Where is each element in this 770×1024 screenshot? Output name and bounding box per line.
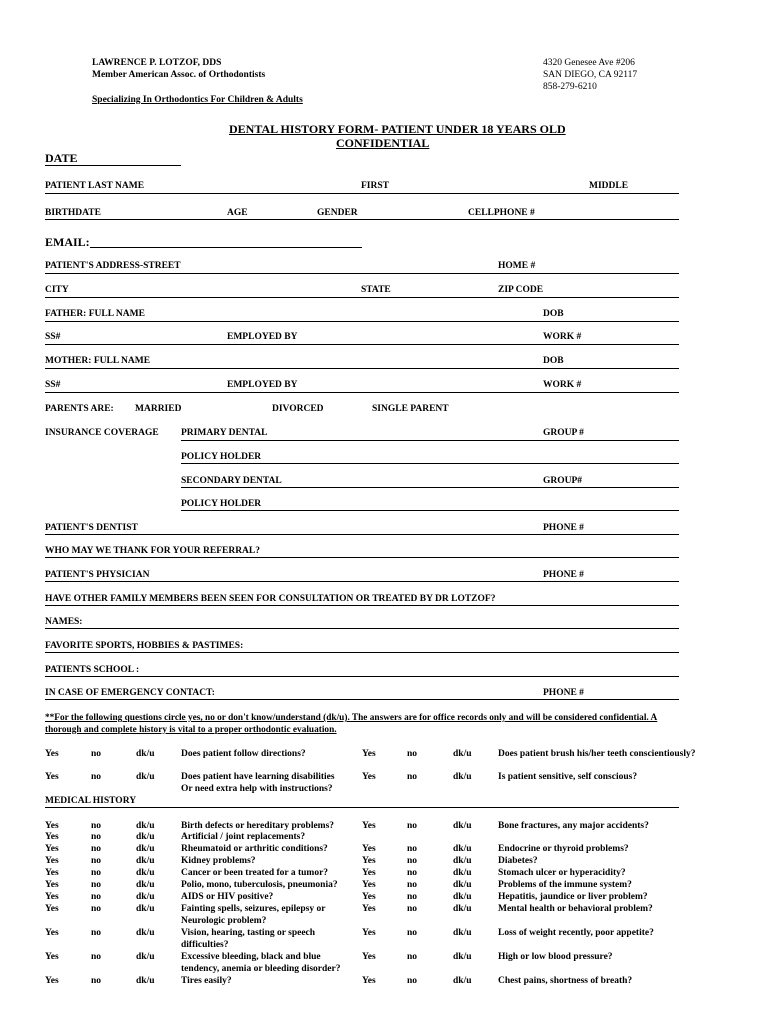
med-left-6-no-option[interactable]: no <box>91 892 102 902</box>
medical-question-right-8: High or low blood pressure? <box>498 952 613 962</box>
medical-history-heading: MEDICAL HISTORY <box>45 796 137 806</box>
med-right-6-yes-option[interactable]: Yes <box>362 904 376 914</box>
dentist-phone-label: PHONE # <box>543 523 584 533</box>
name-line[interactable] <box>45 193 679 194</box>
med-left-4-dk-option[interactable]: dk/u <box>136 868 155 878</box>
med-left-2-dk-option[interactable]: dk/u <box>136 844 155 854</box>
names-line[interactable] <box>45 628 679 629</box>
married-option[interactable]: MARRIED <box>135 404 182 414</box>
secondary-policy-line[interactable] <box>181 510 679 511</box>
med-left-3-no-option[interactable]: no <box>91 856 102 866</box>
practice-phone: 858-279-6210 <box>543 82 597 92</box>
med-left-3-dk-option[interactable]: dk/u <box>136 856 155 866</box>
med-right-3-dk-option[interactable]: dk/u <box>453 868 472 878</box>
father-dob-label: DOB <box>543 309 564 319</box>
med-right-5-dk-option[interactable]: dk/u <box>453 892 472 902</box>
med-right-5-yes-option[interactable]: Yes <box>362 892 376 902</box>
insurance-label: INSURANCE COVERAGE <box>45 428 159 438</box>
gender-label: GENDER <box>317 208 358 218</box>
dentist-label: PATIENT'S DENTIST <box>45 523 138 533</box>
question-brush-teeth: Does patient brush his/her teeth conscientiously? <box>498 749 696 759</box>
mother-ss-label: SS# <box>45 380 61 390</box>
medical-question-right-4: Problems of the immune system? <box>498 880 632 890</box>
med-left-11-no-option[interactable]: no <box>91 952 102 962</box>
father-ss-line[interactable] <box>45 344 679 345</box>
q-follow-directions-no-option[interactable]: no <box>91 749 102 759</box>
med-right-8-yes-option[interactable]: Yes <box>362 952 376 962</box>
last-name-label: PATIENT LAST NAME <box>45 181 145 191</box>
med-left-4-yes-option[interactable]: Yes <box>45 868 59 878</box>
question-learning-disabilities: Does patient have learning disabilities <box>181 772 335 782</box>
med-right-1-no-option[interactable]: no <box>407 844 418 854</box>
emergency-line[interactable] <box>45 699 679 700</box>
question-sensitive: Is patient sensitive, self conscious? <box>498 772 638 782</box>
q-sensitive-dk-option[interactable]: dk/u <box>453 772 472 782</box>
father-label: FATHER: FULL NAME <box>45 309 145 319</box>
primary-dental-line[interactable] <box>181 440 679 441</box>
primary-group-label: GROUP # <box>543 428 584 438</box>
med-left-0-yes-option[interactable]: Yes <box>45 821 59 831</box>
medical-question-left-5: Polio, mono, tuberculosis, pneumonia? <box>181 880 338 890</box>
medical-question-right-5: Hepatitis, jaundice or liver problem? <box>498 892 648 902</box>
med-left-3-yes-option[interactable]: Yes <box>45 856 59 866</box>
med-right-6-no-option[interactable]: no <box>407 904 418 914</box>
address-line[interactable] <box>45 273 679 274</box>
mother-ss-line[interactable] <box>45 392 679 393</box>
medical-question-left-2: Rheumatoid or arthritic conditions? <box>181 844 328 854</box>
med-right-4-no-option[interactable]: no <box>407 880 418 890</box>
med-left-5-dk-option[interactable]: dk/u <box>136 880 155 890</box>
med-right-2-yes-option[interactable]: Yes <box>362 856 376 866</box>
q-brush-teeth-no-option[interactable]: no <box>407 749 418 759</box>
question-follow-directions: Does patient follow directions? <box>181 749 306 759</box>
med-right-7-dk-option[interactable]: dk/u <box>453 928 472 938</box>
family-members-line[interactable] <box>45 605 679 606</box>
med-right-9-yes-option[interactable]: Yes <box>362 976 376 986</box>
practice-name: LAWRENCE P. LOTZOF, DDS <box>92 58 222 68</box>
med-right-6-dk-option[interactable]: dk/u <box>453 904 472 914</box>
med-left-1-yes-option[interactable]: Yes <box>45 832 59 842</box>
med-left-5-no-option[interactable]: no <box>91 880 102 890</box>
med-right-0-dk-option[interactable]: dk/u <box>453 821 472 831</box>
q-learning-no-option[interactable]: no <box>91 772 102 782</box>
medical-question-left-10: difficulties? <box>181 940 229 950</box>
cellphone-label: CELLPHONE # <box>468 208 535 218</box>
med-right-9-dk-option[interactable]: dk/u <box>453 976 472 986</box>
birthdate-line[interactable] <box>45 219 679 220</box>
med-right-9-no-option[interactable]: no <box>407 976 418 986</box>
q-follow-directions-dk-option[interactable]: dk/u <box>136 749 155 759</box>
physician-label: PATIENT'S PHYSICIAN <box>45 570 150 580</box>
med-left-7-no-option[interactable]: no <box>91 904 102 914</box>
med-left-2-yes-option[interactable]: Yes <box>45 844 59 854</box>
date-label: DATE <box>45 151 78 165</box>
med-left-7-yes-option[interactable]: Yes <box>45 904 59 914</box>
primary-policy-holder-label: POLICY HOLDER <box>181 452 262 462</box>
med-right-3-yes-option[interactable]: Yes <box>362 868 376 878</box>
mother-employer-label: EMPLOYED BY <box>227 380 298 390</box>
medical-question-left-4: Cancer or been treated for a tumor? <box>181 868 329 878</box>
parents-are-label: PARENTS ARE: <box>45 404 114 414</box>
middle-name-label: MIDDLE <box>589 181 629 191</box>
med-right-8-dk-option[interactable]: dk/u <box>453 952 472 962</box>
med-left-7-dk-option[interactable]: dk/u <box>136 904 155 914</box>
med-right-4-dk-option[interactable]: dk/u <box>453 880 472 890</box>
medical-question-left-1: Artificial / joint replacements? <box>181 832 306 842</box>
med-right-3-no-option[interactable]: no <box>407 868 418 878</box>
medical-question-left-9: Vision, hearing, tasting or speech <box>181 928 316 938</box>
family-members-label: HAVE OTHER FAMILY MEMBERS BEEN SEEN FOR CONSULTATION OR TREATED BY DR LOTZOF? <box>45 594 496 604</box>
father-employer-label: EMPLOYED BY <box>227 332 298 342</box>
med-left-9-dk-option[interactable]: dk/u <box>136 928 155 938</box>
med-right-1-yes-option[interactable]: Yes <box>362 844 376 854</box>
school-label: PATIENTS SCHOOL : <box>45 665 140 675</box>
med-left-6-yes-option[interactable]: Yes <box>45 892 59 902</box>
medical-question-right-1: Endocrine or thyroid problems? <box>498 844 629 854</box>
form-title: DENTAL HISTORY FORM- PATIENT UNDER 18 YEARS OLD <box>229 122 566 136</box>
med-right-4-yes-option[interactable]: Yes <box>362 880 376 890</box>
medical-question-right-6: Mental health or behavioral problem? <box>498 904 653 914</box>
medical-question-left-11: Excessive bleeding, black and blue <box>181 952 321 962</box>
practice-address-line1: 4320 Genesee Ave #206 <box>543 58 635 68</box>
medical-question-left-7: Fainting spells, seizures, epilepsy or <box>181 904 326 914</box>
med-right-7-yes-option[interactable]: Yes <box>362 928 376 938</box>
secondary-policy-holder-label: POLICY HOLDER <box>181 499 262 509</box>
med-left-0-no-option[interactable]: no <box>91 821 102 831</box>
med-right-2-dk-option[interactable]: dk/u <box>453 856 472 866</box>
med-right-5-no-option[interactable]: no <box>407 892 418 902</box>
mother-label: MOTHER: FULL NAME <box>45 356 151 366</box>
mother-dob-label: DOB <box>543 356 564 366</box>
med-left-4-no-option[interactable]: no <box>91 868 102 878</box>
primary-policy-line[interactable] <box>181 463 679 464</box>
med-right-2-no-option[interactable]: no <box>407 856 418 866</box>
date-line[interactable] <box>45 165 181 166</box>
physician-phone-label: PHONE # <box>543 570 584 580</box>
primary-dental-label: PRIMARY DENTAL <box>181 428 268 438</box>
mother-line[interactable] <box>45 368 679 369</box>
med-right-8-no-option[interactable]: no <box>407 952 418 962</box>
secondary-dental-label: SECONDARY DENTAL <box>181 476 282 486</box>
mother-work-label: WORK # <box>543 380 582 390</box>
instructions-line1: **For the following questions circle yes, no or don't know/understand (dk/u). The answers are for office records only and will be considered confidential. A <box>45 713 658 723</box>
q-sensitive-no-option[interactable]: no <box>407 772 418 782</box>
practice-specialty: Specializing In Orthodontics For Children & Adults <box>92 95 303 105</box>
email-line[interactable] <box>90 247 362 248</box>
med-right-0-yes-option[interactable]: Yes <box>362 821 376 831</box>
medical-question-left-6: AIDS or HIV positive? <box>181 892 274 902</box>
medical-history-line <box>45 807 679 808</box>
q-sensitive-yes-option[interactable]: Yes <box>362 772 376 782</box>
med-left-11-dk-option[interactable]: dk/u <box>136 952 155 962</box>
referral-line[interactable] <box>45 557 679 558</box>
first-name-label: FIRST <box>361 181 389 191</box>
instructions-line2: thorough and complete history is vital to a proper orthodontic evaluation. <box>45 725 337 735</box>
sports-label: FAVORITE SPORTS, HOBBIES & PASTIMES: <box>45 641 244 651</box>
med-left-6-dk-option[interactable]: dk/u <box>136 892 155 902</box>
med-left-5-yes-option[interactable]: Yes <box>45 880 59 890</box>
age-label: AGE <box>227 208 248 218</box>
secondary-dental-line[interactable] <box>181 487 679 488</box>
emergency-phone-label: PHONE # <box>543 688 584 698</box>
medical-question-right-2: Diabetes? <box>498 856 538 866</box>
dentist-line[interactable] <box>45 534 679 535</box>
form-subtitle: CONFIDENTIAL <box>336 136 430 150</box>
single-parent-option[interactable]: SINGLE PARENT <box>372 404 449 414</box>
names-label: NAMES: <box>45 617 83 627</box>
email-label: EMAIL: <box>45 235 90 249</box>
zip-label: ZIP CODE <box>498 285 544 295</box>
secondary-group-label: GROUP# <box>543 476 583 486</box>
q-brush-teeth-yes-option[interactable]: Yes <box>362 749 376 759</box>
state-label: STATE <box>361 285 391 295</box>
med-left-13-dk-option[interactable]: dk/u <box>136 976 155 986</box>
emergency-label: IN CASE OF EMERGENCY CONTACT: <box>45 688 215 698</box>
med-right-7-no-option[interactable]: no <box>407 928 418 938</box>
city-line[interactable] <box>45 297 679 298</box>
med-left-11-yes-option[interactable]: Yes <box>45 952 59 962</box>
medical-question-left-12: tendency, anemia or bleeding disorder? <box>181 964 341 974</box>
referral-label: WHO MAY WE THANK FOR YOUR REFERRAL? <box>45 546 260 556</box>
medical-question-left-8: Neurologic problem? <box>181 916 267 926</box>
question-learning-disabilities-cont: Or need extra help with instructions? <box>181 784 333 794</box>
physician-line[interactable] <box>45 581 679 582</box>
med-left-0-dk-option[interactable]: dk/u <box>136 821 155 831</box>
q-follow-directions-yes-option[interactable]: Yes <box>45 749 59 759</box>
father-work-label: WORK # <box>543 332 582 342</box>
address-label: PATIENT'S ADDRESS-STREET <box>45 261 181 271</box>
father-ss-label: SS# <box>45 332 61 342</box>
practice-address-line2: SAN DIEGO, CA 92117 <box>543 70 638 80</box>
med-left-13-no-option[interactable]: no <box>91 976 102 986</box>
school-line[interactable] <box>45 676 679 677</box>
q-learning-yes-option[interactable]: Yes <box>45 772 59 782</box>
med-left-1-no-option[interactable]: no <box>91 832 102 842</box>
med-right-0-no-option[interactable]: no <box>407 821 418 831</box>
med-left-13-yes-option[interactable]: Yes <box>45 976 59 986</box>
med-left-9-yes-option[interactable]: Yes <box>45 928 59 938</box>
medical-question-right-3: Stomach ulcer or hyperacidity? <box>498 868 626 878</box>
med-right-1-dk-option[interactable]: dk/u <box>453 844 472 854</box>
medical-question-left-13: Tires easily? <box>181 976 232 986</box>
medical-question-right-0: Bone fractures, any major accidents? <box>498 821 649 831</box>
father-line[interactable] <box>45 321 679 322</box>
med-left-2-no-option[interactable]: no <box>91 844 102 854</box>
city-label: CITY <box>45 285 69 295</box>
medical-question-right-7: Loss of weight recently, poor appetite? <box>498 928 654 938</box>
medical-question-left-3: Kidney problems? <box>181 856 256 866</box>
medical-question-right-9: Chest pains, shortness of breath? <box>498 976 633 986</box>
sports-line[interactable] <box>45 652 679 653</box>
med-left-9-no-option[interactable]: no <box>91 928 102 938</box>
home-phone-label: HOME # <box>498 261 536 271</box>
practice-membership: Member American Assoc. of Orthodontists <box>92 70 266 80</box>
divorced-option[interactable]: DIVORCED <box>272 404 324 414</box>
med-left-1-dk-option[interactable]: dk/u <box>136 832 155 842</box>
birthdate-label: BIRTHDATE <box>45 208 101 218</box>
q-brush-teeth-dk-option[interactable]: dk/u <box>453 749 472 759</box>
q-learning-dk-option[interactable]: dk/u <box>136 772 155 782</box>
medical-question-left-0: Birth defects or hereditary problems? <box>181 821 335 831</box>
